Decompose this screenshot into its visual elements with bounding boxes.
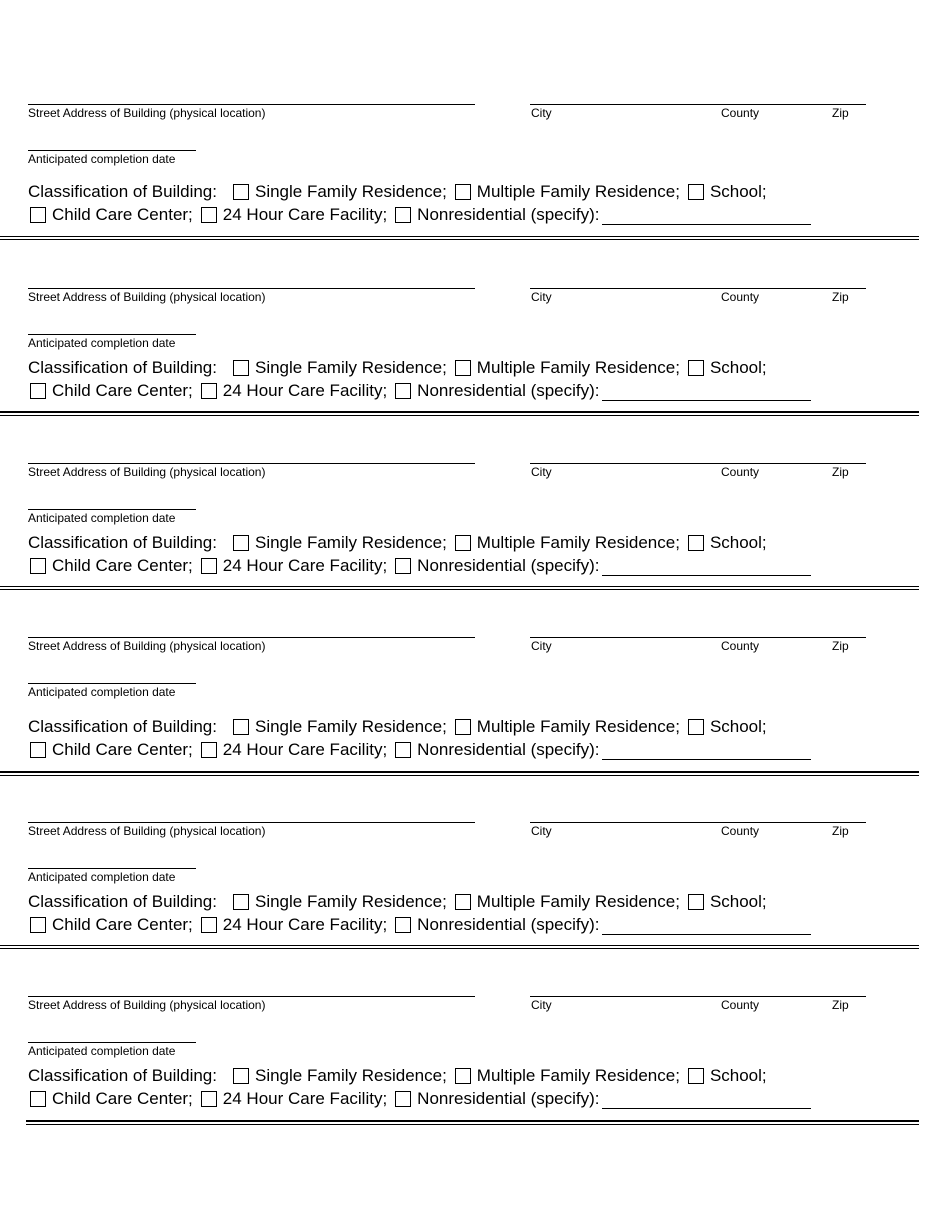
single-family-label: Single Family Residence;: [254, 1066, 447, 1085]
zip-label: Zip: [832, 290, 849, 304]
nonresidential-label: Nonresidential (specify):: [417, 381, 600, 400]
building-entry: [0, 822, 950, 997]
street-address-label: Street Address of Building (physical location): [28, 998, 266, 1012]
nonresidential-label: Nonresidential (specify):: [417, 740, 600, 759]
child-care-label: Child Care Center;: [52, 205, 193, 224]
county-label: County: [721, 998, 760, 1012]
street-address-label: Street Address of Building (physical location): [28, 465, 266, 479]
classification-row: [28, 358, 767, 378]
school-label: School;: [709, 182, 767, 201]
street-address-field[interactable]: [28, 288, 475, 289]
school-checkbox[interactable]: [688, 360, 704, 376]
care-24-hour-checkbox[interactable]: [201, 383, 217, 399]
classification-label: Classification of Building:: [28, 717, 217, 736]
multiple-family-checkbox[interactable]: [455, 1068, 471, 1084]
child-care-checkbox[interactable]: [30, 742, 46, 758]
section-divider: [0, 411, 919, 416]
building-entry: [0, 104, 950, 279]
section-divider: [0, 586, 919, 590]
single-family-checkbox[interactable]: [233, 894, 249, 910]
multiple-family-checkbox[interactable]: [455, 184, 471, 200]
multiple-family-checkbox[interactable]: [455, 719, 471, 735]
care-24-hour-label: 24 Hour Care Facility;: [222, 381, 388, 400]
city-label: City: [531, 639, 552, 653]
single-family-label: Single Family Residence;: [254, 182, 447, 201]
multiple-family-label: Multiple Family Residence;: [476, 358, 680, 377]
child-care-label: Child Care Center;: [52, 740, 193, 759]
completion-date-label: Anticipated completion date: [28, 511, 176, 525]
multiple-family-label: Multiple Family Residence;: [476, 533, 680, 552]
section-divider: [26, 1120, 919, 1125]
nonresidential-checkbox[interactable]: [395, 207, 411, 223]
nonresidential-checkbox[interactable]: [395, 917, 411, 933]
classification-label: Classification of Building:: [28, 533, 217, 552]
care-24-hour-label: 24 Hour Care Facility;: [222, 1089, 388, 1108]
child-care-label: Child Care Center;: [52, 915, 193, 934]
multiple-family-label: Multiple Family Residence;: [476, 892, 680, 911]
street-address-field[interactable]: [28, 104, 475, 105]
classification-row-2: [30, 556, 811, 576]
care-24-hour-checkbox[interactable]: [201, 558, 217, 574]
school-checkbox[interactable]: [688, 894, 704, 910]
multiple-family-label: Multiple Family Residence;: [476, 717, 680, 736]
nonresidential-checkbox[interactable]: [395, 742, 411, 758]
single-family-label: Single Family Residence;: [254, 358, 447, 377]
classification-label: Classification of Building:: [28, 182, 217, 201]
county-label: County: [721, 465, 760, 479]
child-care-label: Child Care Center;: [52, 381, 193, 400]
building-entry: [0, 288, 950, 463]
multiple-family-label: Multiple Family Residence;: [476, 1066, 680, 1085]
zip-label: Zip: [832, 639, 849, 653]
school-checkbox[interactable]: [688, 1068, 704, 1084]
section-divider: [0, 945, 919, 949]
city-label: City: [531, 998, 552, 1012]
child-care-checkbox[interactable]: [30, 917, 46, 933]
completion-date-label: Anticipated completion date: [28, 336, 176, 350]
completion-date-field[interactable]: [28, 150, 196, 151]
child-care-label: Child Care Center;: [52, 556, 193, 575]
single-family-checkbox[interactable]: [233, 184, 249, 200]
city-county-zip-field[interactable]: [530, 104, 866, 105]
nonresidential-specify-field[interactable]: [602, 206, 811, 225]
classification-label: Classification of Building:: [28, 892, 217, 911]
zip-label: Zip: [832, 465, 849, 479]
completion-date-label: Anticipated completion date: [28, 870, 176, 884]
nonresidential-specify-field[interactable]: [602, 741, 811, 760]
nonresidential-label: Nonresidential (specify):: [417, 1089, 600, 1108]
county-label: County: [721, 106, 760, 120]
city-county-zip-field[interactable]: [530, 822, 866, 823]
completion-date-field[interactable]: [28, 868, 196, 869]
zip-label: Zip: [832, 106, 849, 120]
zip-label: Zip: [832, 824, 849, 838]
care-24-hour-checkbox[interactable]: [201, 742, 217, 758]
school-label: School;: [709, 892, 767, 911]
single-family-label: Single Family Residence;: [254, 533, 447, 552]
city-county-zip-field[interactable]: [530, 288, 866, 289]
single-family-checkbox[interactable]: [233, 360, 249, 376]
city-label: City: [531, 106, 552, 120]
nonresidential-specify-field[interactable]: [602, 1090, 811, 1109]
street-address-field[interactable]: [28, 463, 475, 464]
multiple-family-checkbox[interactable]: [455, 360, 471, 376]
street-address-label: Street Address of Building (physical location): [28, 290, 266, 304]
care-24-hour-checkbox[interactable]: [201, 1091, 217, 1107]
county-label: County: [721, 824, 760, 838]
classification-row-2: [30, 1089, 811, 1109]
school-checkbox[interactable]: [688, 719, 704, 735]
single-family-label: Single Family Residence;: [254, 892, 447, 911]
street-address-field[interactable]: [28, 996, 475, 997]
street-address-label: Street Address of Building (physical location): [28, 824, 266, 838]
nonresidential-specify-field[interactable]: [602, 916, 811, 935]
nonresidential-specify-field[interactable]: [602, 557, 811, 576]
classification-label: Classification of Building:: [28, 358, 217, 377]
zip-label: Zip: [832, 998, 849, 1012]
completion-date-label: Anticipated completion date: [28, 152, 176, 166]
classification-row: [28, 892, 767, 912]
city-county-zip-field[interactable]: [530, 637, 866, 638]
city-county-zip-field[interactable]: [530, 463, 866, 464]
multiple-family-checkbox[interactable]: [455, 535, 471, 551]
nonresidential-checkbox[interactable]: [395, 558, 411, 574]
county-label: County: [721, 290, 760, 304]
school-label: School;: [709, 1066, 767, 1085]
school-label: School;: [709, 717, 767, 736]
building-entry: [0, 463, 950, 638]
street-address-label: Street Address of Building (physical location): [28, 639, 266, 653]
child-care-label: Child Care Center;: [52, 1089, 193, 1108]
street-address-label: Street Address of Building (physical location): [28, 106, 266, 120]
completion-date-field[interactable]: [28, 1042, 196, 1043]
city-county-zip-field[interactable]: [530, 996, 866, 997]
building-entry: [0, 996, 950, 1171]
school-checkbox[interactable]: [688, 184, 704, 200]
classification-row: [28, 1066, 767, 1086]
school-label: School;: [709, 533, 767, 552]
care-24-hour-checkbox[interactable]: [201, 207, 217, 223]
city-label: City: [531, 290, 552, 304]
nonresidential-label: Nonresidential (specify):: [417, 556, 600, 575]
classification-row-2: [30, 205, 811, 225]
classification-row: [28, 717, 767, 737]
school-label: School;: [709, 358, 767, 377]
school-checkbox[interactable]: [688, 535, 704, 551]
completion-date-field[interactable]: [28, 509, 196, 510]
completion-date-label: Anticipated completion date: [28, 1044, 176, 1058]
section-divider: [0, 236, 919, 240]
nonresidential-checkbox[interactable]: [395, 383, 411, 399]
classification-label: Classification of Building:: [28, 1066, 217, 1085]
city-label: City: [531, 824, 552, 838]
classification-row-2: [30, 740, 811, 760]
classification-row: [28, 182, 767, 202]
multiple-family-label: Multiple Family Residence;: [476, 182, 680, 201]
single-family-label: Single Family Residence;: [254, 717, 447, 736]
completion-date-label: Anticipated completion date: [28, 685, 176, 699]
single-family-checkbox[interactable]: [233, 719, 249, 735]
nonresidential-checkbox[interactable]: [395, 1091, 411, 1107]
city-label: City: [531, 465, 552, 479]
care-24-hour-label: 24 Hour Care Facility;: [222, 915, 388, 934]
county-label: County: [721, 639, 760, 653]
single-family-checkbox[interactable]: [233, 535, 249, 551]
child-care-checkbox[interactable]: [30, 1091, 46, 1107]
classification-row-2: [30, 381, 811, 401]
nonresidential-specify-field[interactable]: [602, 382, 811, 401]
child-care-checkbox[interactable]: [30, 207, 46, 223]
care-24-hour-label: 24 Hour Care Facility;: [222, 205, 388, 224]
nonresidential-label: Nonresidential (specify):: [417, 915, 600, 934]
nonresidential-label: Nonresidential (specify):: [417, 205, 600, 224]
multiple-family-checkbox[interactable]: [455, 894, 471, 910]
street-address-field[interactable]: [28, 822, 475, 823]
care-24-hour-label: 24 Hour Care Facility;: [222, 556, 388, 575]
building-entry: [0, 637, 950, 812]
child-care-checkbox[interactable]: [30, 558, 46, 574]
child-care-checkbox[interactable]: [30, 383, 46, 399]
classification-row-2: [30, 915, 811, 935]
care-24-hour-label: 24 Hour Care Facility;: [222, 740, 388, 759]
section-divider: [0, 771, 919, 776]
completion-date-field[interactable]: [28, 334, 196, 335]
classification-row: [28, 533, 767, 553]
completion-date-field[interactable]: [28, 683, 196, 684]
single-family-checkbox[interactable]: [233, 1068, 249, 1084]
street-address-field[interactable]: [28, 637, 475, 638]
care-24-hour-checkbox[interactable]: [201, 917, 217, 933]
